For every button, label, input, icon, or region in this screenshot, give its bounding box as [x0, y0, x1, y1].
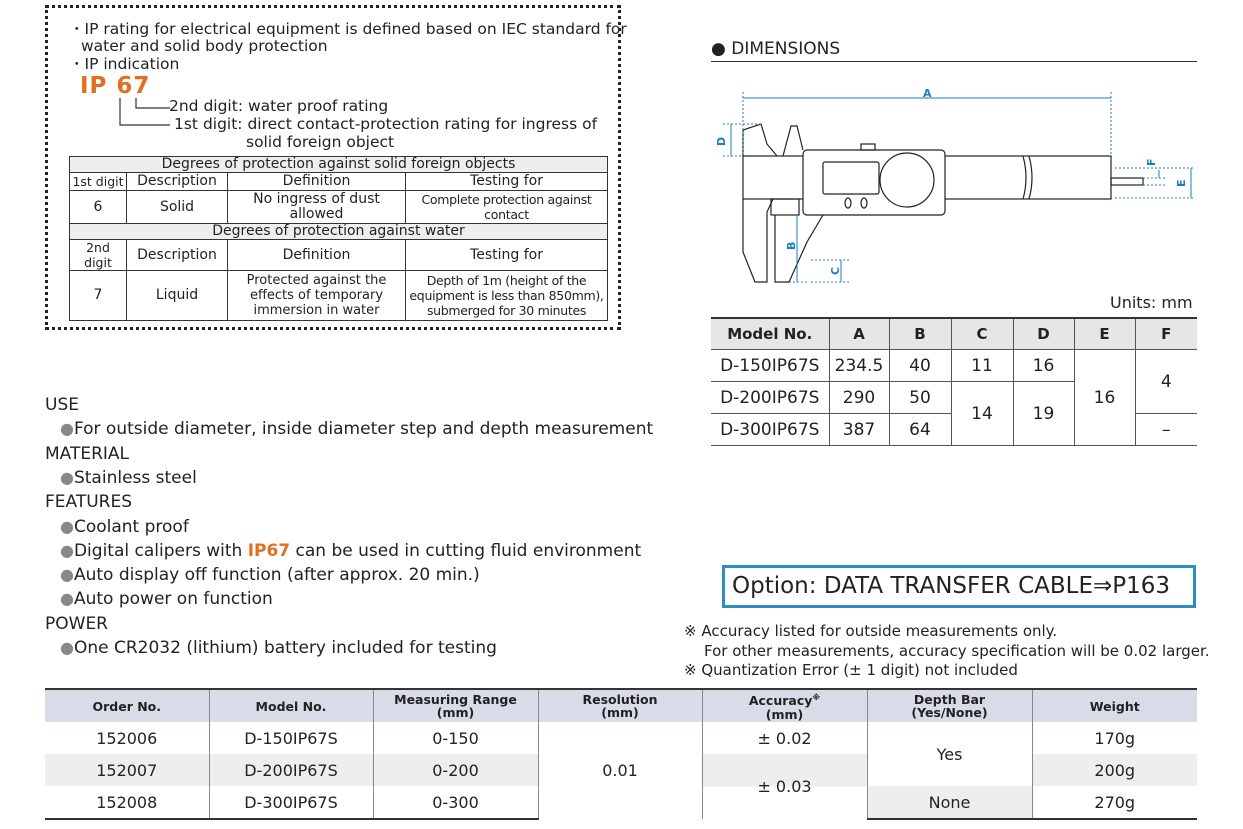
solid-c0: 6	[70, 191, 127, 224]
ip-digit-1: 1st digit: direct contact-protection rating for ingress of	[174, 115, 598, 133]
solid-h2: Definition	[228, 173, 406, 191]
ord-h5: Depth Bar (Yes/None)	[867, 689, 1032, 722]
dim-label-a: A	[923, 87, 932, 100]
dim-label-c: C	[829, 266, 842, 275]
dim-r1-a: 290	[829, 382, 889, 414]
dim-r2-model: D-300IP67S	[711, 414, 829, 446]
dim-r0-model: D-150IP67S	[711, 350, 829, 382]
bullet-icon: ●	[60, 517, 74, 536]
ord-r1-weight: 200g	[1032, 754, 1197, 786]
dim-label-b: B	[785, 241, 798, 250]
ord-r0-weight: 170g	[1032, 722, 1197, 754]
material-title: MATERIAL	[45, 444, 130, 464]
digit-connector-lines	[116, 96, 176, 136]
dim-h5: E	[1074, 318, 1135, 350]
ord-r1-range: 0-200	[373, 754, 538, 786]
dimensions-table	[711, 317, 1197, 446]
ord-r0-range: 0-150	[373, 722, 538, 754]
dim-r2-a: 387	[829, 414, 889, 446]
option-banner: Option: DATA TRANSFER CABLE⇒P163	[722, 565, 1196, 608]
ord-r2-weight: 270g	[1032, 786, 1197, 819]
dim-h1: A	[829, 318, 889, 350]
ord-h3: Resolution (mm)	[538, 689, 702, 722]
water-c2: Protected against the effects of temporary immersion in water	[228, 271, 406, 321]
dim-r1-model: D-200IP67S	[711, 382, 829, 414]
ord-r2-range: 0-300	[373, 786, 538, 819]
ord-r1-model: D-200IP67S	[209, 754, 373, 786]
use-item: ●For outside diameter, inside diameter step and depth measurement	[60, 419, 654, 439]
dim-f-shared: 4	[1135, 350, 1197, 414]
ip-digit-2: 2nd digit: water proof rating	[169, 97, 389, 115]
water-h1: Description	[127, 240, 228, 271]
water-h3: Testing for	[406, 240, 608, 271]
feature-3: ●Auto display off function (after approx. 20 min.)	[60, 565, 480, 585]
solid-protection-table	[69, 156, 608, 321]
water-table-title: Degrees of protection against water	[70, 224, 608, 240]
ord-h4: Accuracy※ (mm)	[702, 689, 867, 722]
water-c0: 7	[70, 271, 127, 321]
dim-r0-c: 11	[951, 350, 1013, 382]
dim-e-shared: 16	[1074, 350, 1135, 446]
dim-label-d: D	[715, 136, 728, 146]
note-1: ※ Accuracy listed for outside measurements only.	[684, 622, 1058, 640]
bullet-icon: ●	[60, 419, 74, 438]
order-table	[45, 688, 1197, 820]
ord-resolution: 0.01	[538, 722, 702, 819]
ord-accuracy-2: ± 0.03	[702, 754, 867, 819]
solid-h3: Testing for	[406, 173, 608, 191]
dim-d-shared: 19	[1013, 382, 1074, 446]
dim-r0-b: 40	[889, 350, 951, 382]
ip-code: IP 67	[80, 73, 151, 99]
power-title: POWER	[45, 614, 108, 634]
use-title: USE	[45, 395, 79, 415]
bullet-icon: ●	[60, 638, 74, 657]
caliper-diagram	[711, 82, 1201, 292]
dim-h6: F	[1135, 318, 1197, 350]
dim-h2: B	[889, 318, 951, 350]
feature-1: ●Coolant proof	[60, 517, 189, 537]
units-label: Units: mm	[1110, 293, 1193, 312]
dim-r1-b: 50	[889, 382, 951, 414]
power-item: ●One CR2032 (lithium) battery included for testing	[60, 638, 497, 658]
dim-f-last: –	[1135, 414, 1197, 446]
ip-bullet-1-cont: water and solid body protection	[81, 37, 328, 55]
ord-r2-order: 152008	[45, 786, 209, 819]
water-c1: Liquid	[127, 271, 228, 321]
solid-c2: No ingress of dust allowed	[228, 191, 406, 224]
dimensions-rule	[711, 61, 1197, 62]
ip-bullet-2: ・IP indication	[69, 55, 180, 73]
bullet-icon: ●	[60, 565, 74, 584]
ip-digit-1-cont: solid foreign object	[246, 133, 395, 151]
dim-r0-d: 16	[1013, 350, 1074, 382]
dim-h0: Model No.	[711, 318, 829, 350]
ord-h6: Weight	[1032, 689, 1197, 722]
ord-h1: Model No.	[209, 689, 373, 722]
dim-label-f: F	[1145, 158, 1158, 166]
bullet-icon: ●	[60, 541, 74, 560]
water-h0: 2nd digit	[70, 240, 127, 271]
water-h2: Definition	[228, 240, 406, 271]
ord-accuracy-1: ± 0.02	[702, 722, 867, 754]
feature-4: ●Auto power on function	[60, 589, 273, 609]
dim-h3: C	[951, 318, 1013, 350]
bullet-icon: ●	[60, 589, 74, 608]
note-2: For other measurements, accuracy specification will be 0.02 larger.	[704, 642, 1210, 660]
dim-r0-a: 234.5	[829, 350, 889, 382]
ord-h2: Measuring Range (mm)	[373, 689, 538, 722]
note-3: ※ Quantization Error (± 1 digit) not included	[684, 661, 1018, 679]
solid-c3: Complete protection against contact	[406, 191, 608, 224]
solid-c1: Solid	[127, 191, 228, 224]
ord-r1-order: 152007	[45, 754, 209, 786]
dim-label-e: E	[1175, 179, 1188, 187]
dim-c-shared: 14	[951, 382, 1013, 446]
solid-h0: 1st digit	[70, 173, 127, 191]
feature-2: ●Digital calipers with IP67 can be used in cutting fluid environment	[60, 541, 642, 561]
ip-bullet-1: ・IP rating for electrical equipment is defined based on IEC standard for	[69, 20, 627, 38]
ord-r2-model: D-300IP67S	[209, 786, 373, 819]
features-title: FEATURES	[45, 492, 133, 512]
dim-r2-b: 64	[889, 414, 951, 446]
water-c3: Depth of 1m (height of the equipment is less than 850mm), submerged for 30 minutes	[406, 271, 608, 321]
ord-depth-none: None	[867, 786, 1032, 819]
ip-rating-box	[45, 5, 627, 330]
solid-h1: Description	[127, 173, 228, 191]
ord-r0-order: 152006	[96, 728, 158, 748]
ord-r0-model: D-150IP67S	[209, 722, 373, 754]
solid-table-title: Degrees of protection against solid foreign objects	[70, 157, 608, 173]
material-item: ●Stainless steel	[60, 468, 197, 488]
dimensions-title: ● DIMENSIONS	[711, 39, 841, 59]
ord-depth-yes: Yes	[867, 722, 1032, 786]
dim-h4: D	[1013, 318, 1074, 350]
ord-h0: Order No.	[45, 689, 209, 722]
bullet-icon: ●	[60, 468, 74, 487]
